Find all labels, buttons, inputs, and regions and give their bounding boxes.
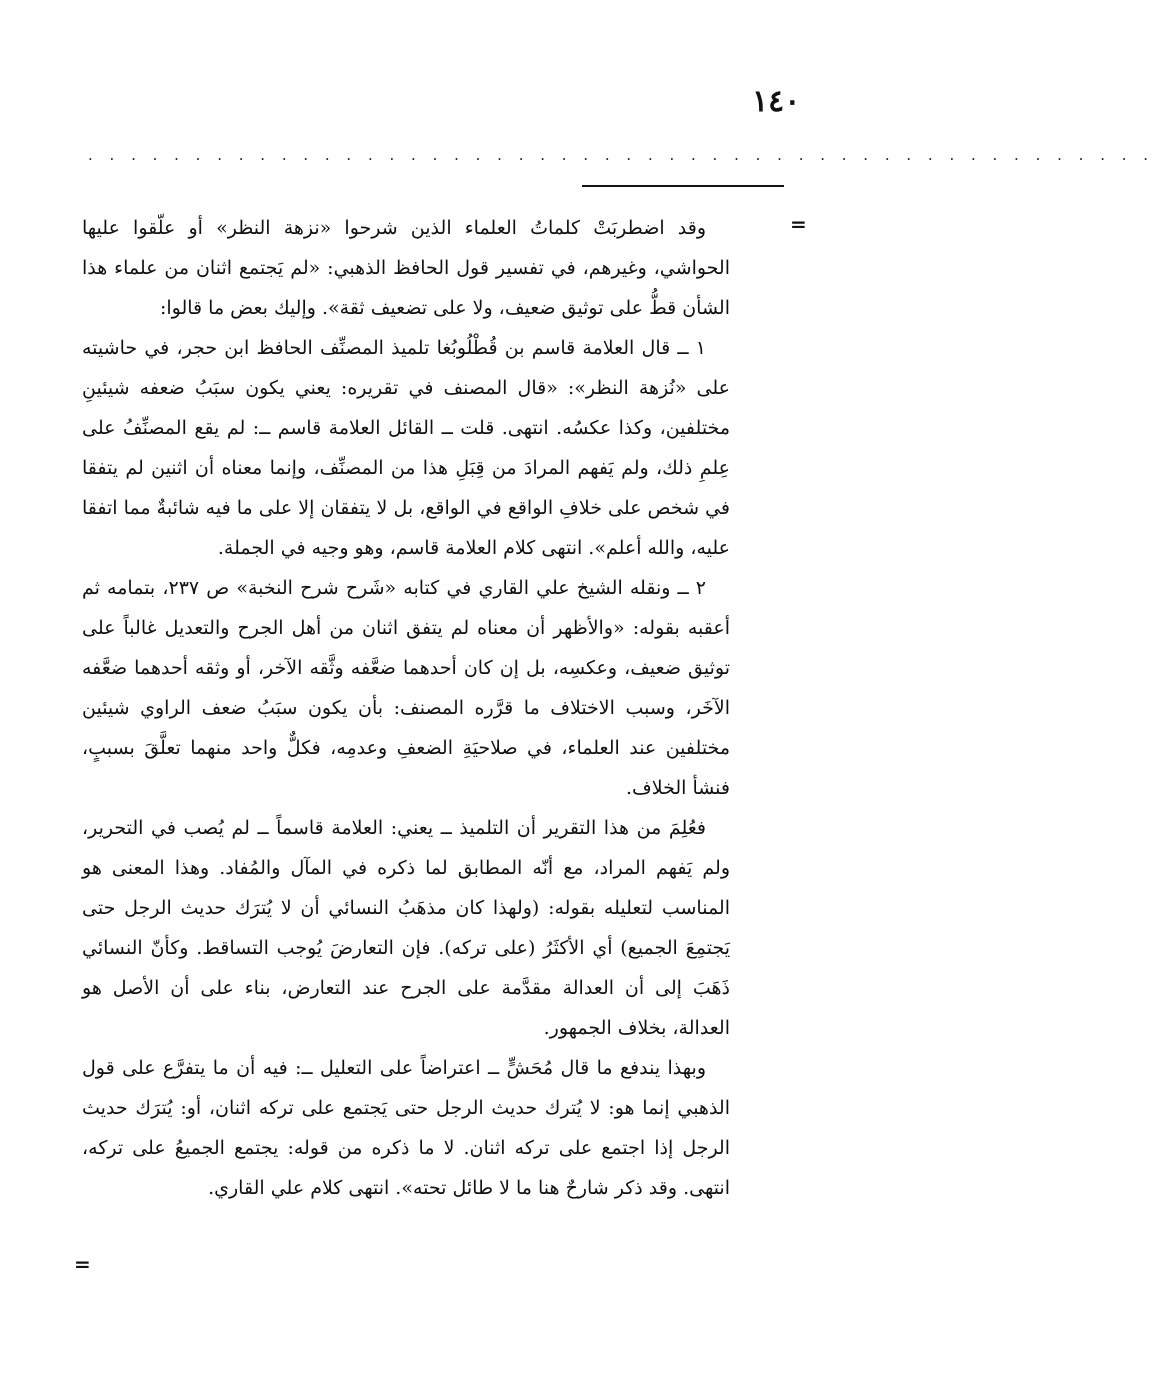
footnote-rule [582, 185, 784, 187]
paragraph: فعُلِمَ من هذا التقرير أن التلميذ ــ يعني: العلامة قاسماً ــ لم يُصب في التحرير، ولم يَفهم المراد، مع أنّه المطابق لما ذكره في المآل والمُفاد. وهذا المعنى هو المناسب لتعليله بقوله: (ولهذا كان مذهَبُ النسائي أن لا يُترَك حديث الرجل حتى يَجتمِعَ الجميع) أي الأكثَرُ (على تركه). فإن التعارضَ يُوجب التساقط. وكأنّ النسائي ذَهَبَ إلى أن العدالة مقدَّمة على الجرح عند التعارض، بناء على أن الأصل هو العدالة، بخلاف الجمهور. [82, 817, 730, 1039]
paragraph: ١ ــ قال العلامة قاسم بن قُطْلُوبُغا تلميذ المصنِّف الحافظ ابن حجر، في حاشيته على «نُزهة النظر»: «قال المصنف في تقريره: يعني يكون سبَبُ ضعفه شيئينِ مختلفين، وكذا عكسُه. انتهى. قلت ــ القائل العلامة قاسم ــ: لم يقع المصنِّفُ على عِلمِ ذلك، ولم يَفهم المرادَ من قِبَلِ هذا من المصنِّف، وإنما معناه أن اثنين لم يتفقا في شخص على خلافِ الواقع في الواقع، بل لا يتفقان إلا على ما فيه شائبةٌ مما اتفقا عليه، والله أعلم». انتهى كلام العلامة قاسم، وهو وجيه في الجملة. [82, 337, 730, 559]
paragraph: وقد اضطربَتْ كلماتُ العلماء الذين شرحوا «نزهة النظر» أو علّقوا عليها الحواشي، وغيرهم، في تفسير قول الحافظ الذهبي: «لم يَجتمع اثنان من علماء هذا الشأن قطُّ على توثيق ضعيف، ولا على تضعيف ثقة». وإليك بعض ما قالوا: [82, 217, 730, 319]
paragraph: ٢ ــ ونقله الشيخ علي القاري في كتابه «شَرح شرح النخبة» ص ٢٣٧، بتمامه ثم أعقبه بقوله: «والأظهر أن معناه لم يتفق اثنان من أهل الجرح والتعديل غالباً على توثيق ضعيف، وعكسِه، بل إن كان أحدهما ضعَّفه وثَّقه الآخر، أو وثقه أحدهما ضعَّفه الآخَر، وسبب الاختلاف ما قرَّره المصنف: بأن يكون سبَبُ ضعف الراوي شيئين مختلفين عند العلماء، في صلاحيَةِ الضعفِ وعدمِه، فكلٌّ واحد منهما تعلَّقَ بسببٍ، فنشأ الخلاف. [82, 577, 730, 799]
dotted-separator: · · · · · · · · · · · · · · · · · · · · · · · · · · · · · · · · · · · · · · · · · · · · · · · · · · [88, 150, 1154, 168]
continuation-mark-top: = [790, 212, 807, 236]
paragraph: وبهذا يندفع ما قال مُحَشٍّ ــ اعتراضاً على التعليل ــ: فيه أن ما يتفرَّع على قول الذهبي إنما هو: لا يُترك حديث الرجل حتى يَجتمع على تركه اثنان، أو: يُترَك حديث الرجل إذا اجتمع على تركه اثنان. لا ما ذكره من قوله: يجتمع الجميعُ على تركه، انتهى. وقد ذكر شارحٌ هنا ما لا طائل تحته». انتهى كلام علي القاري. [82, 1057, 730, 1199]
page-number: ١٤٠ [752, 84, 801, 119]
continuation-mark-bottom: = [74, 1252, 91, 1276]
page-body [82, 208, 730, 1208]
